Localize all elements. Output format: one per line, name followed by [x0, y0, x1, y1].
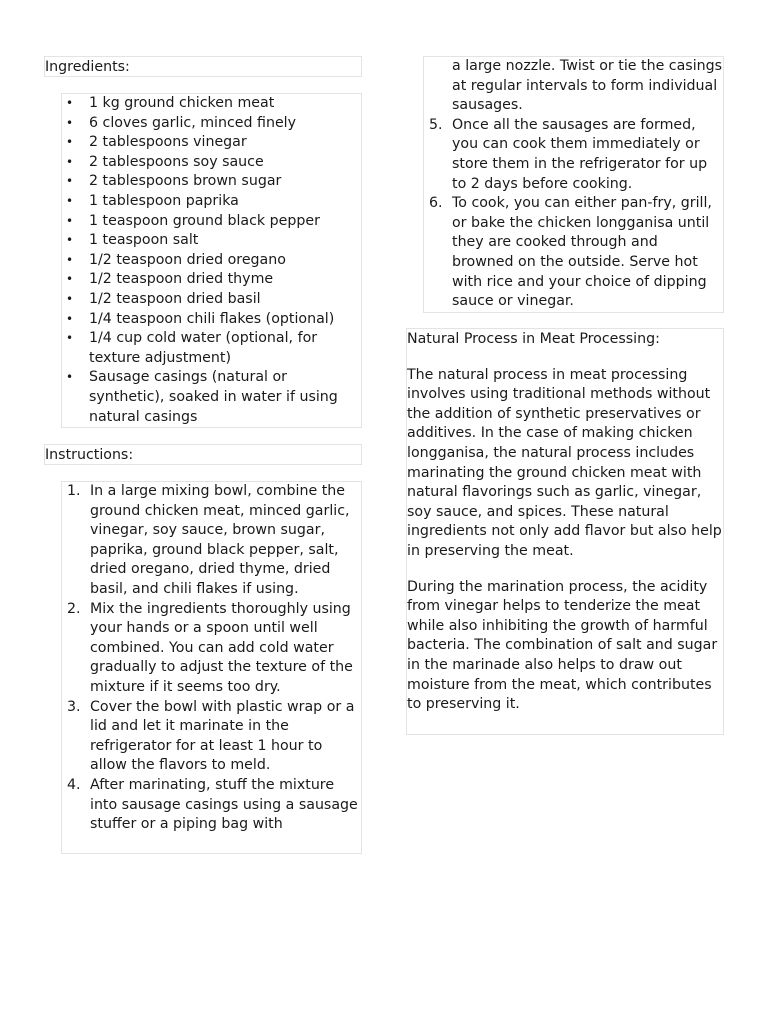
step-number: 2. [67, 600, 81, 617]
natural-process-box [406, 328, 724, 735]
natural-process-paragraph-1: The natural process in meat processing involves using traditional methods without the addition of synthetic preservatives or additives. In the case of making chicken longganisa, the natural process includes marinating the ground chicken meat with natural flavorings such as garlic, vinegar, soy sauce, and spices. These natural ingredients not only add flavor but also help in preserving the meat. [407, 366, 722, 559]
instruction-step [62, 698, 361, 776]
ingredients-list [62, 94, 361, 427]
step-text: Cover the bowl with plastic wrap or a lid and let it marinate in the refrigerator for at least 1 hour to allow the flavors to meld. [90, 698, 355, 774]
step-text: In a large mixing bowl, combine the ground chicken meat, minced garlic, vinegar, soy sauce, brown sugar, paprika, ground black pepper, salt, dried oregano, dried thyme, dried basil, and chili flakes if using. [90, 483, 350, 597]
step-number: 5. [429, 116, 443, 133]
list-item: • 1/4 cup cold water (optional, for texture adjustment) [62, 329, 361, 368]
list-item: • 1/2 teaspoon dried basil [62, 290, 361, 310]
step-text: Mix the ingredients thoroughly using your hands or a spoon until well combined. You can add cold water gradually to adjust the texture of the mixture if it seems too dry. [90, 600, 353, 695]
step-text: To cook, you can either pan-fry, grill, or bake the chicken longganisa until they are cooked through and browned on the outside. Serve hot with rice and your choice of dipping sauce or vinegar. [452, 195, 712, 310]
list-item: • 1/4 teaspoon chili flakes (optional) [62, 310, 361, 330]
list-item: • 1 tablespoon paprika [62, 192, 361, 212]
instructions-list [62, 482, 361, 835]
instructions-heading-box [44, 444, 362, 465]
instructions-continued-box [423, 56, 724, 313]
list-item: • 1/2 teaspoon dried thyme [62, 270, 361, 290]
ingredients-list-box [61, 93, 362, 428]
instruction-step [424, 116, 723, 194]
instructions-heading: Instructions: [45, 447, 134, 463]
step-number: 4. [67, 776, 81, 793]
list-item: • 2 tablespoons vinegar [62, 133, 361, 153]
ingredients-heading: Ingredients: [45, 59, 130, 75]
list-item: • 1 kg ground chicken meat [62, 94, 361, 114]
step-text: Once all the sausages are formed, you can cook them immediately or store them in the refrigerator for up to 2 days before cooking. [452, 116, 708, 192]
list-item: • 6 cloves garlic, minced finely [62, 114, 361, 134]
list-item: • 2 tablespoons soy sauce [62, 153, 361, 173]
step-number: 3. [67, 698, 81, 715]
list-item: • 1 teaspoon ground black pepper [62, 212, 361, 232]
list-item: • 2 tablespoons brown sugar [62, 172, 361, 192]
ingredients-heading-box [44, 56, 362, 77]
natural-process-heading: Natural Process in Meat Processing: [407, 331, 660, 347]
step-text: After marinating, stuff the mixture into sausage casings using a sausage stuffer or a piping bag with [90, 776, 358, 833]
list-item: • 1 teaspoon salt [62, 231, 361, 251]
natural-process-paragraph-2: During the marination process, the acidity from vinegar helps to tenderize the meat while also inhibiting the growth of harmful bacteria. The combination of salt and sugar in the marinade also helps to draw out moisture from the meat, which contributes to preserving it. [407, 578, 718, 713]
instruction-step [62, 776, 361, 835]
list-item: • 1/2 teaspoon dried oregano [62, 251, 361, 271]
step-number: 1. [67, 483, 81, 499]
instructions-list-continued [424, 116, 723, 312]
list-item: • Sausage casings (natural or synthetic), soaked in water if using natural casings [62, 368, 361, 427]
instruction-step [62, 482, 361, 600]
instructions-list-box [61, 481, 362, 854]
step-number: 6. [429, 195, 443, 212]
instruction-step [62, 600, 361, 698]
step-4-continuation: a large nozzle. Twist or tie the casings at regular intervals to form individual sausages. [452, 58, 723, 114]
instruction-step [424, 194, 723, 312]
